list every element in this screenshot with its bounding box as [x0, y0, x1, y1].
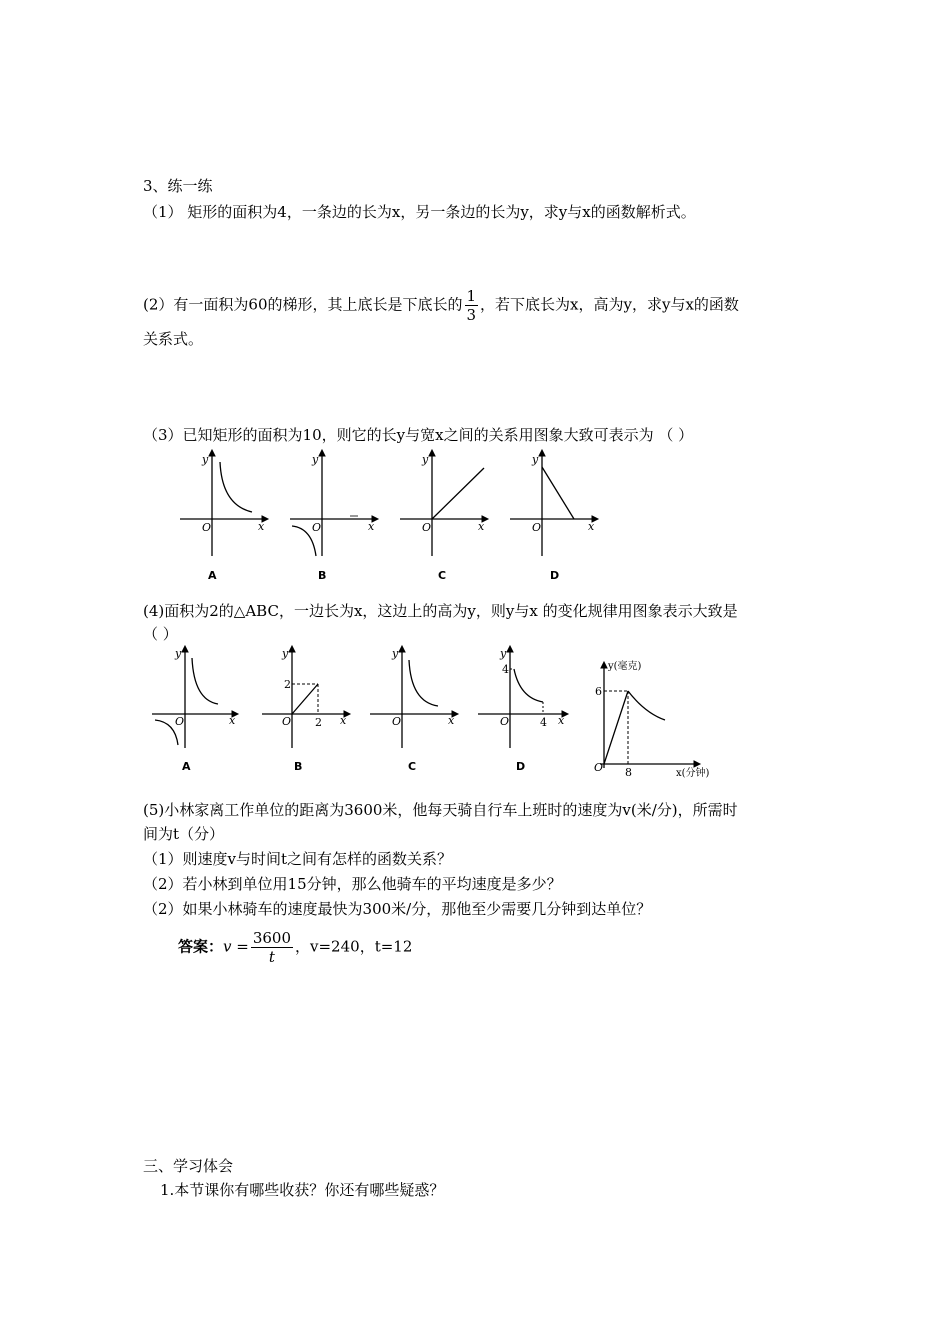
q4-e-decay: [628, 691, 665, 720]
q3-label-c: C: [438, 569, 447, 582]
q4-d-x-tick: 4: [540, 716, 547, 729]
question-2-line2: 关系式。: [143, 330, 204, 348]
q4-d-y-label: y: [500, 647, 507, 660]
q3-d-line: [542, 467, 574, 519]
q4-label-d: D: [516, 760, 526, 773]
question-5-sub2: （2）若小林到单位用15分钟，那么他骑车的平均速度是多少？: [143, 875, 562, 893]
q3-d-y-label: y: [532, 453, 539, 466]
answer-rest: ，v=240，t=12: [295, 937, 413, 956]
q3-d-origin-label: O: [532, 521, 542, 534]
q4-c-y-label: y: [392, 647, 399, 660]
q4-a-y-arrow: [182, 646, 188, 652]
q3-a-x-label: x: [258, 520, 265, 533]
q3-label-a: A: [208, 569, 217, 582]
question-5-line2: 间为t（分）: [143, 825, 225, 843]
question-3: （3）已知矩形的面积为10，则它的长y与宽x之间的关系用图象大致可表示为 （ ）: [143, 426, 694, 444]
q4-e-origin-label: O: [594, 761, 604, 774]
q3-b-y-label: y: [312, 453, 319, 466]
q3-c-x-label: x: [478, 520, 485, 533]
section-heading: 3、练一练: [143, 177, 213, 195]
q4-c-x-label: x: [448, 714, 455, 727]
q4-d-curve: [514, 669, 543, 702]
q3-c-y-arrow: [429, 450, 435, 456]
answer-v: v =: [223, 937, 249, 956]
q3-label-d: D: [550, 569, 560, 582]
q4-e-y-tick: 6: [595, 685, 602, 698]
q4-a-origin-label: O: [175, 715, 185, 728]
q4-label-c: C: [408, 760, 417, 773]
q4-b-line: [292, 684, 318, 714]
q3-d-y-arrow: [539, 450, 545, 456]
answer-numerator: 3600: [252, 929, 292, 947]
question-4-line2: （ ）: [143, 625, 178, 643]
q4-c-origin-label: O: [392, 715, 402, 728]
q4-d-x-label: x: [558, 714, 565, 727]
section-three-item-1: 1.本节课你有哪些收获？你还有哪些疑惑？: [160, 1181, 445, 1199]
question-5-sub3: （2）如果小林骑车的速度最快为300米/分，那他至少需要几分钟到达单位？: [143, 900, 652, 918]
section-three-heading: 三、学习体会: [143, 1157, 234, 1175]
q3-a-y-arrow: [209, 450, 215, 456]
question-2-text-after: ，若下底长为x，高为y，求y与x的函数: [480, 295, 739, 314]
q4-b-x-label: x: [340, 714, 347, 727]
q3-a-y-label: y: [202, 453, 209, 466]
answer-fraction: [251, 929, 293, 966]
question-2-text-before: (2）有一面积为60的梯形，其上底长是下底长的: [143, 295, 463, 314]
q4-b-y-arrow: [289, 646, 295, 652]
q4-a-y-label: y: [175, 647, 182, 660]
q4-e-x-arrow: [694, 761, 700, 767]
answer-line: [178, 929, 412, 966]
q4-b-origin-label: O: [282, 715, 292, 728]
q4-e-x-axis-label: x(分钟): [676, 768, 710, 779]
q4-b-y-label: y: [282, 647, 289, 660]
q4-b-x-tick: 2: [315, 716, 322, 729]
fraction-denominator: 3: [466, 306, 477, 324]
q3-b-y-arrow: [319, 450, 325, 456]
q4-d-y-tick: 4: [502, 663, 509, 676]
q4-label-a: A: [182, 760, 191, 773]
question-5-sub1: （1）则速度v与时间t之间有怎样的函数关系？: [143, 850, 453, 868]
q3-a-curve: [220, 462, 252, 512]
q3-b-origin-label: O: [312, 521, 322, 534]
question-4-line1: (4)面积为2的△ABC，一边长为x，这边上的高为y，则y与x 的变化规律用图象表示大致是: [143, 602, 738, 620]
q4-d-origin-label: O: [500, 715, 510, 728]
q4-a-x-label: x: [229, 714, 236, 727]
q4-e-x-tick: 8: [625, 766, 632, 779]
q3-b-x-label: x: [368, 520, 375, 533]
q3-c-y-label: y: [422, 453, 429, 466]
answer-label: 答案：: [178, 937, 224, 956]
question-1: （1） 矩形的面积为4，一条边的长为x，另一条边的长为y，求y与x的函数解析式。: [143, 203, 696, 221]
q3-c-line: [432, 468, 484, 519]
q3-c-origin-label: O: [422, 521, 432, 534]
q4-c-y-arrow: [399, 646, 405, 652]
q4-e-y-arrow: [601, 662, 607, 668]
question-5-line1: (5)小林家离工作单位的距离为3600米，他每天骑自行车上班时的速度为v(米/分)，所需时: [143, 801, 738, 819]
q3-a-origin-label: O: [202, 521, 212, 534]
q4-a-curve-upper: [192, 658, 218, 704]
q4-e-y-axis-label: y(毫克): [608, 661, 642, 672]
q3-label-b: B: [318, 569, 327, 582]
q4-b-y-tick: 2: [284, 678, 291, 691]
q4-label-b: B: [294, 760, 303, 773]
answer-denominator: t: [268, 948, 275, 966]
q4-e-rise: [604, 691, 628, 764]
q3-d-x-label: x: [588, 520, 595, 533]
q4-c-curve: [409, 660, 438, 706]
q4-d-y-arrow: [507, 646, 513, 652]
fraction-numerator: 1: [466, 287, 477, 305]
